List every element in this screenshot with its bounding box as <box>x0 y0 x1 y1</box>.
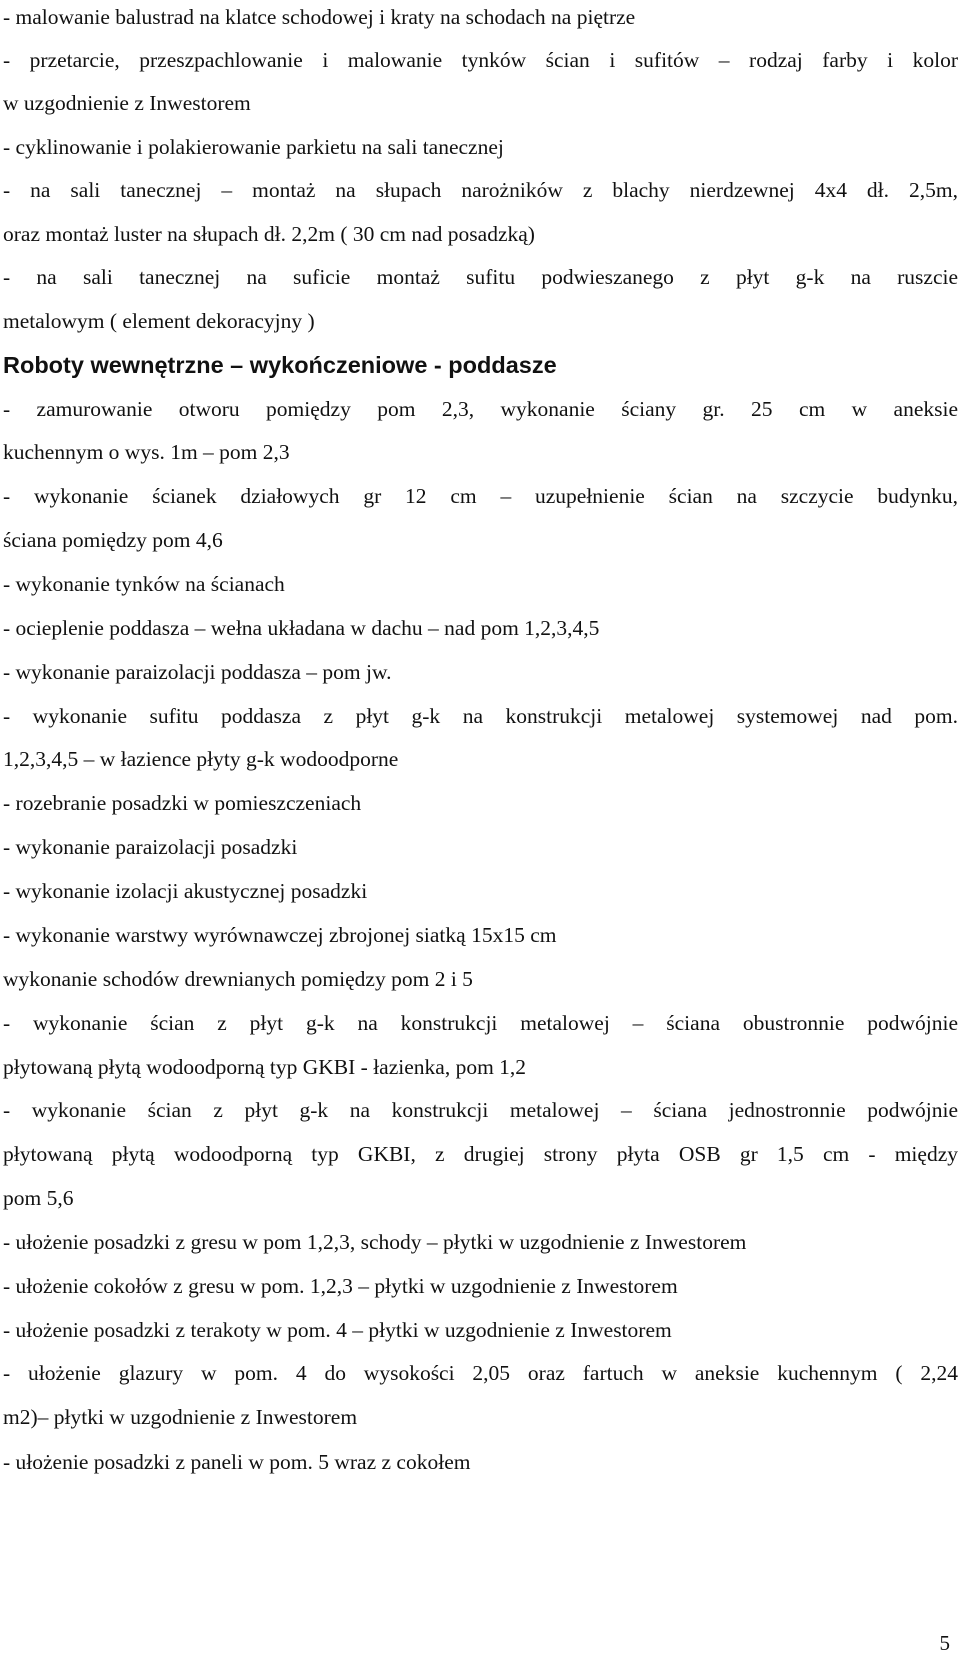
text-line: - wykonanie izolacji akustycznej posadzki <box>3 879 368 903</box>
text-line: - wykonanie warstwy wyrównawczej zbrojonej siatką 15x15 cm <box>3 923 557 947</box>
text-line: - ocieplenie poddasza – wełna układana w dachu – nad pom 1,2,3,4,5 <box>3 616 600 640</box>
text-line: płytowaną płytą wodoodporną typ GKBI - łazienka, pom 1,2 <box>3 1055 527 1079</box>
page-number: 5 <box>939 1631 950 1655</box>
text-line: - ułożenie posadzki z terakoty w pom. 4 – płytki w uzgodnienie z Inwestorem <box>3 1318 672 1342</box>
text-line: - przetarcie, przeszpachlowanie i malowanie tynków ścian i sufitów – rodzaj farby i kolor <box>3 48 958 72</box>
text-line: - ułożenie posadzki z paneli w pom. 5 wraz z cokołem <box>3 1450 471 1474</box>
text-line: - zamurowanie otworu pomiędzy pom 2,3, wykonanie ściany gr. 25 cm w aneksie <box>3 397 958 421</box>
text-line: - wykonanie paraizolacji poddasza – pom jw. <box>3 660 392 684</box>
text-line: - na sali tanecznej na suficie montaż sufitu podwieszanego z płyt g-k na ruszcie <box>3 265 958 289</box>
text-line: metalowym ( element dekoracyjny ) <box>3 309 315 333</box>
text-line: - ułożenie glazury w pom. 4 do wysokości 2,05 oraz fartuch w aneksie kuchennym ( 2,24 <box>3 1361 958 1385</box>
text-line: wykonanie schodów drewnianych pomiędzy pom 2 i 5 <box>3 967 473 991</box>
text-line: ściana pomiędzy pom 4,6 <box>3 528 223 552</box>
text-line: - cyklinowanie i polakierowanie parkietu na sali tanecznej <box>3 135 504 159</box>
text-line: pom 5,6 <box>3 1186 74 1210</box>
text-line: - wykonanie tynków na ścianach <box>3 572 285 596</box>
text-line: oraz montaż luster na słupach dł. 2,2m ( 30 cm nad posadzką) <box>3 222 535 246</box>
text-line: - ułożenie posadzki z gresu w pom 1,2,3, schody – płytki w uzgodnienie z Inwestorem <box>3 1230 747 1254</box>
text-line: - wykonanie ścian z płyt g-k na konstrukcji metalowej – ściana jednostronnie podwójnie <box>3 1098 958 1122</box>
text-line: - wykonanie ścian z płyt g-k na konstrukcji metalowej – ściana obustronnie podwójnie <box>3 1011 958 1035</box>
text-line: - malowanie balustrad na klatce schodowej i kraty na schodach na piętrze <box>3 5 636 29</box>
text-line: kuchennym o wys. 1m – pom 2,3 <box>3 440 290 464</box>
text-line: - na sali tanecznej – montaż na słupach narożników z blachy nierdzewnej 4x4 dł. 2,5m, <box>3 178 958 202</box>
text-line: m2)– płytki w uzgodnienie z Inwestorem <box>3 1405 358 1429</box>
text-line: - rozebranie posadzki w pomieszczeniach <box>3 791 362 815</box>
text-line: - wykonanie sufitu poddasza z płyt g-k na konstrukcji metalowej systemowej nad pom. <box>3 704 958 728</box>
text-line: - wykonanie ścianek działowych gr 12 cm – uzupełnienie ścian na szczycie budynku, <box>3 484 958 508</box>
text-line: - wykonanie paraizolacji posadzki <box>3 835 298 859</box>
text-line: 1,2,3,4,5 – w łazience płyty g-k wodoodporne <box>3 747 399 771</box>
text-line: płytowaną płytą wodoodporną typ GKBI, z drugiej strony płyta OSB gr 1,5 cm - między <box>3 1142 958 1166</box>
section-heading: Roboty wewnętrzne – wykończeniowe - poddasze <box>3 352 557 378</box>
text-line: - ułożenie cokołów z gresu w pom. 1,2,3 – płytki w uzgodnienie z Inwestorem <box>3 1274 678 1298</box>
text-line: w uzgodnienie z Inwestorem <box>3 91 251 115</box>
